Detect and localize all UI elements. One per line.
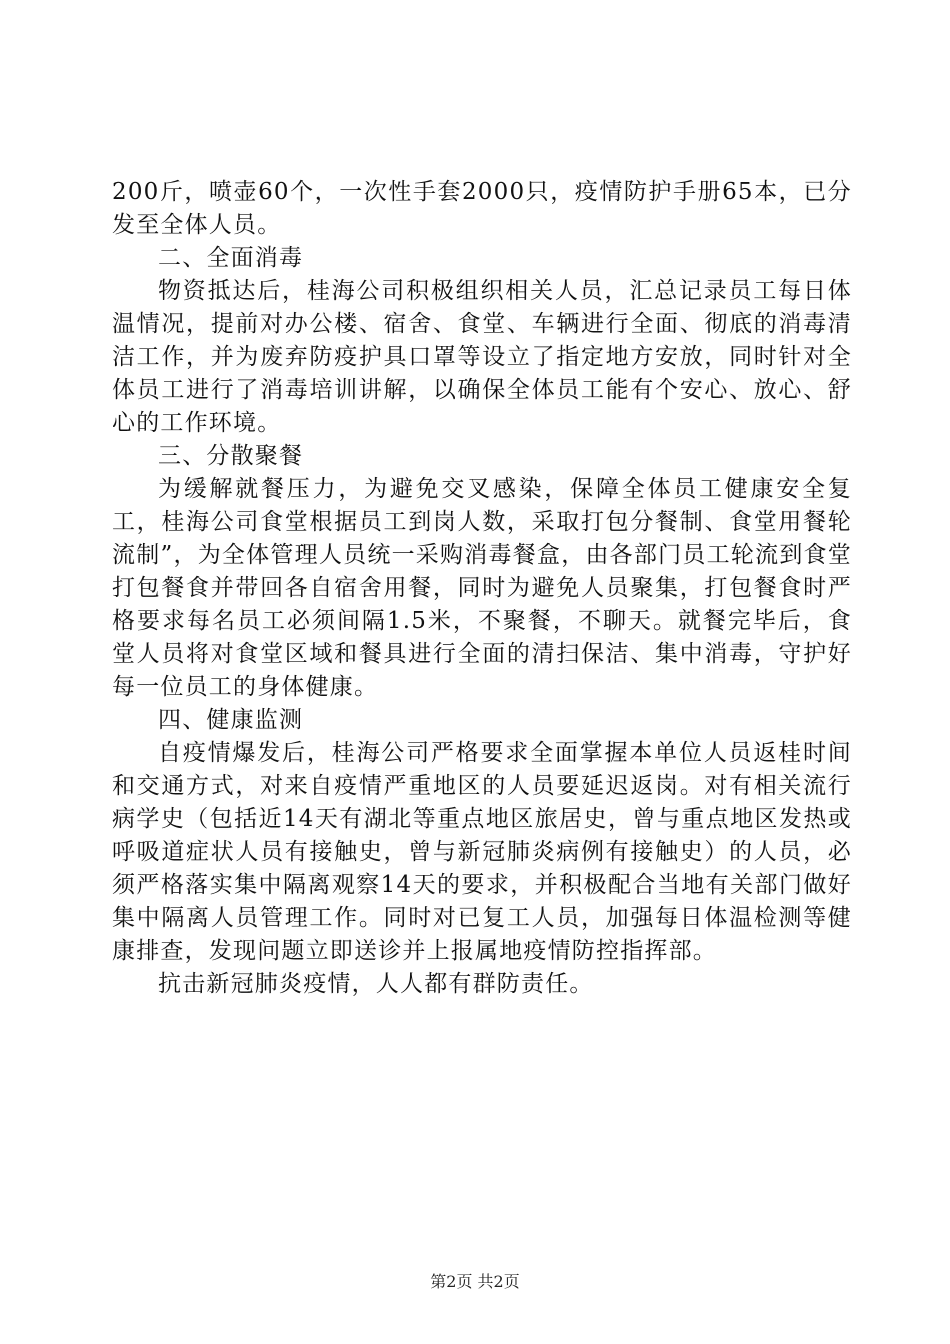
page-number-label: 第2页 共2页 — [430, 1272, 520, 1291]
continuation-paragraph: 200斤，喷壶60个，一次性手套2000只，疫情防护手册65本，已分发至全体人员。 — [112, 179, 852, 238]
page-footer — [0, 1272, 950, 1292]
section-paragraph-disinfection: 物资抵达后，桂海公司积极组织相关人员，汇总记录员工每日体温情况，提前对办公楼、宿舍、食堂、车辆进行全面、彻底的消毒清洁工作，并为废弃防疫护具口罩等设立了指定地方安放，同时针对全体员工进行了消毒培训讲解，以确保全体员工能有个安心、放心、舒心的工作环境。 — [112, 278, 852, 436]
section-paragraph-dining: 为缓解就餐压力，为避免交叉感染，保障全体员工健康安全复工，桂海公司食堂根据员工到岗人数，采取打包分餐制、食堂用餐轮流制”，为全体管理人员统一采购消毒餐盒，由各部门员工轮流到食堂打包餐食并带回各自宿舍用餐，同时为避免人员聚集，打包餐食时严格要求每名员工必须间隔1.5米，不聚餐，不聊天。就餐完毕后，食堂人员将对食堂区域和餐具进行全面的清扫保洁、集中消毒，守护好每一位员工的身体健康。 — [112, 476, 852, 700]
document-body — [112, 176, 852, 1001]
section-paragraph-health-monitoring: 自疫情爆发后，桂海公司严格要求全面掌握本单位人员返桂时间和交通方式，对来自疫情严重地区的人员要延迟返岗。对有相关流行病学史（包括近14天有湖北等重点地区旅居史，曾与重点地区发热或呼吸道症状人员有接触史，曾与新冠肺炎病例有接触史）的人员，必须严格落实集中隔离观察14天的要求，并积极配合当地有关部门做好集中隔离人员管理工作。同时对已复工人员，加强每日体温检测等健康排查，发现问题立即送诊并上报属地疫情防控指挥部。 — [112, 740, 852, 964]
section-heading-dining: 三、分散聚餐 — [158, 443, 304, 469]
closing-paragraph: 抗击新冠肺炎疫情，人人都有群防责任。 — [158, 971, 594, 997]
section-heading-health-monitoring: 四、健康监测 — [158, 707, 304, 733]
section-heading-disinfection: 二、全面消毒 — [158, 245, 304, 271]
